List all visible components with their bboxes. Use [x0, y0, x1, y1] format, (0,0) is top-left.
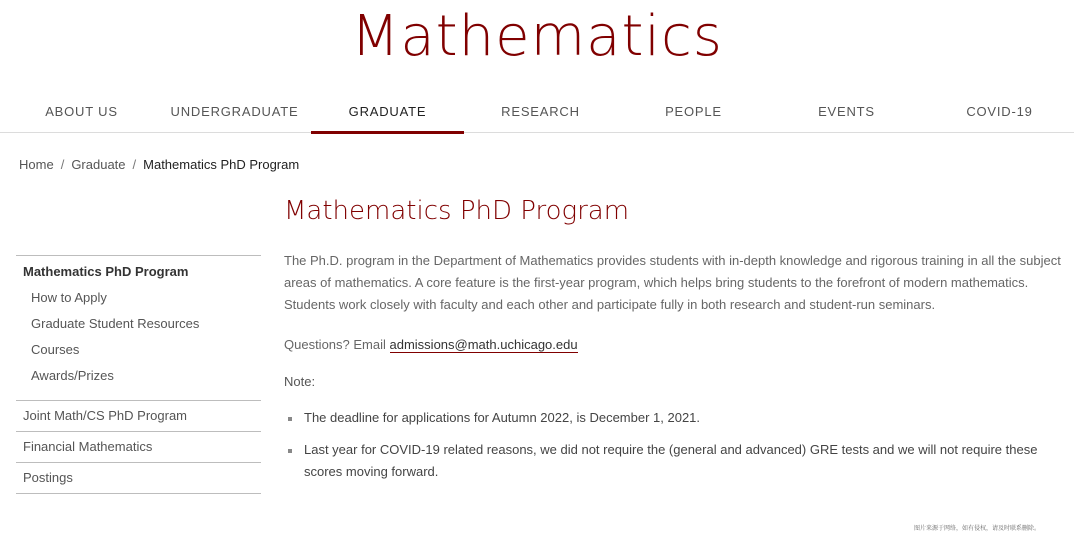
intro-paragraph: The Ph.D. program in the Department of Mathematics provides students with in-depth knowledge and rigorous training in all the subject areas of mathematics. A core feature is the first-year program, which helps bring students to the forefront of modern mathematics. Students work closely with faculty and each other and participate fully in both research and student-run seminars. — [284, 253, 1061, 312]
site-title[interactable]: Mathematics — [351, 4, 723, 69]
sidebar-item-mathematics-phd-program[interactable]: Mathematics PhD Program — [23, 264, 189, 279]
main-content — [284, 196, 1062, 493]
note-label: Note: — [284, 374, 316, 389]
nav-item-graduate[interactable]: GRADUATE — [311, 90, 464, 133]
breadcrumb-separator: / — [60, 157, 65, 172]
main-nav — [0, 90, 1074, 133]
breadcrumb-separator: / — [132, 157, 137, 172]
sidebar-item-joint-math-cs-phd-program[interactable]: Joint Math/CS PhD Program — [16, 400, 261, 431]
sidebar-subitem-awards-prizes[interactable]: Awards/Prizes — [31, 368, 114, 383]
nav-item-research[interactable]: RESEARCH — [501, 104, 580, 119]
breadcrumb-current: Mathematics PhD Program — [143, 157, 300, 172]
sidebar-item-financial-mathematics[interactable]: Financial Mathematics — [16, 431, 261, 462]
breadcrumb-graduate-link[interactable]: Graduate — [71, 157, 126, 172]
breadcrumb-home-link[interactable]: Home — [19, 157, 54, 172]
sidebar-item-postings[interactable]: Postings — [16, 462, 261, 493]
nav-item-events[interactable]: EVENTS — [818, 104, 875, 119]
nav-item-undergraduate[interactable]: UNDERGRADUATE — [170, 104, 299, 119]
sidebar-group — [16, 255, 261, 400]
nav-item-about-us[interactable]: ABOUT US — [45, 104, 118, 119]
breadcrumb — [19, 157, 299, 172]
watermark-text: 图片来源于网络，如有侵权，请及时联系删除。 — [914, 526, 1041, 532]
nav-item-covid-19[interactable]: COVID-19 — [966, 104, 1033, 119]
sidebar-subitem-courses[interactable]: Courses — [31, 342, 80, 357]
page-title: Mathematics PhD Program — [284, 196, 630, 226]
sidebar-nav — [16, 255, 261, 494]
sidebar-subitem-graduate-student-resources[interactable]: Graduate Student Resources — [31, 316, 200, 331]
sidebar-subitem-how-to-apply[interactable]: How to Apply — [31, 290, 107, 305]
admissions-email-link[interactable]: admissions@math.uchicago.edu — [389, 337, 578, 352]
notes-list — [284, 407, 1062, 483]
questions-line — [284, 334, 1062, 356]
questions-prefix: Questions? Email — [284, 337, 390, 352]
list-item: The deadline for applications for Autumn 2022, is December 1, 2021. — [286, 407, 1062, 429]
nav-item-people[interactable]: PEOPLE — [665, 104, 722, 119]
sidebar-divider — [16, 493, 261, 494]
list-item: Last year for COVID-19 related reasons, we did not require the (general and advanced) GRE tests and we will not require these scores moving forward. — [286, 439, 1062, 483]
